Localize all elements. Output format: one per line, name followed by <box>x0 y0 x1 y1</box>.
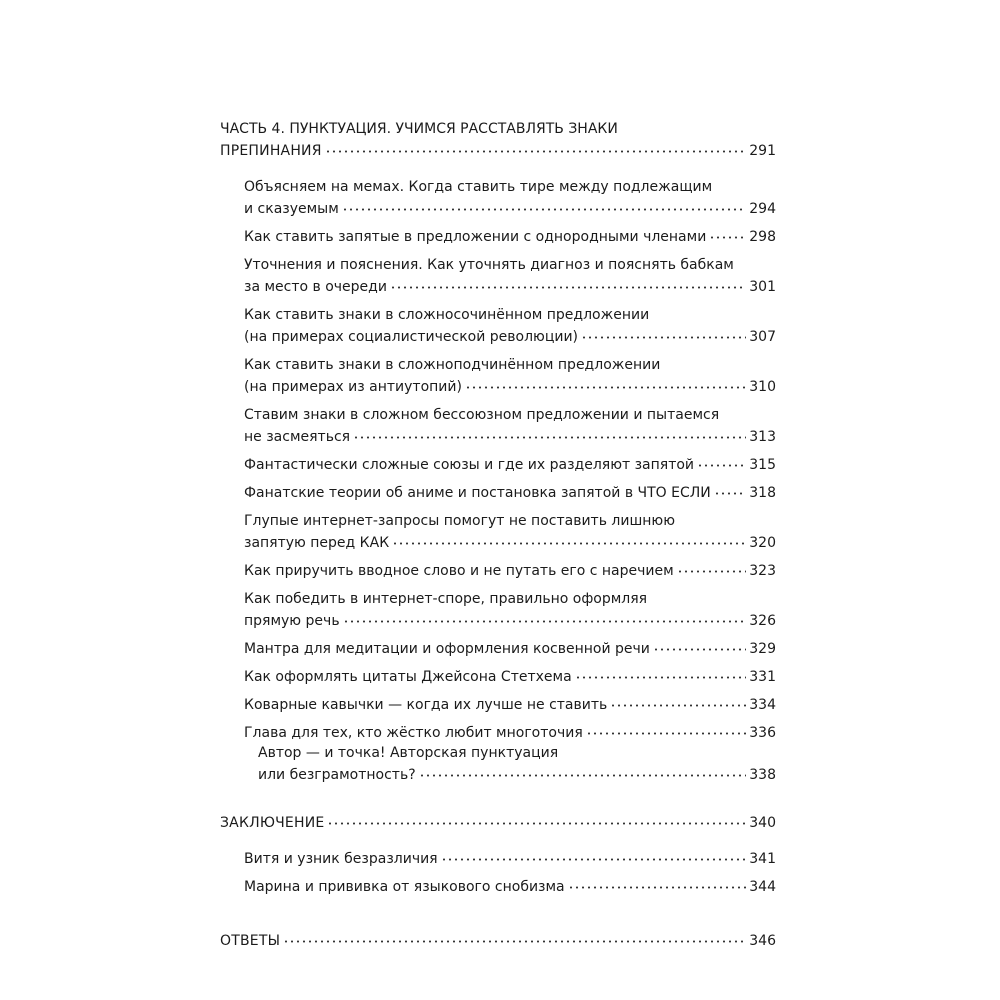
toc-entry-title-cont: и сказуемым <box>244 201 339 217</box>
toc-page-number: 344 <box>749 879 776 895</box>
toc-page-number: 346 <box>749 933 776 949</box>
toc-entry-title: Мантра для медитации и оформления косвенной речи <box>244 641 650 657</box>
toc-entry-title-cont: ПРЕПИНАНИЯ <box>220 143 322 159</box>
toc-entry-title: Как ставить запятые в предложении с однородными членами <box>244 229 707 245</box>
dot-leader <box>390 286 746 289</box>
dot-leader <box>465 386 746 389</box>
toc-entry-title: Ставим знаки в сложном бессоюзном предложении и пытаемся <box>244 407 720 423</box>
toc-entry[interactable] <box>220 254 776 298</box>
toc-page-number: 334 <box>749 697 776 713</box>
toc-page-number: 310 <box>749 379 776 395</box>
toc-page-number: 331 <box>749 669 776 685</box>
toc-page-number: 318 <box>749 485 776 501</box>
toc-entry-title: Как приручить вводное слово и не путать его с наречием <box>244 563 674 579</box>
toc-entry[interactable] <box>220 404 776 448</box>
dot-leader <box>392 542 746 545</box>
toc-page-number: 294 <box>749 201 776 217</box>
toc-entry[interactable] <box>220 560 776 582</box>
toc-entry-title: Как ставить знаки в сложноподчинённом предложении <box>244 357 661 373</box>
toc-entry[interactable] <box>220 176 776 220</box>
dot-leader <box>586 732 747 735</box>
dot-leader <box>325 150 747 153</box>
dot-leader <box>581 336 746 339</box>
toc-entry-title-cont: (на примерах из антиутопий) <box>244 379 462 395</box>
toc-entry-title: Автор — и точка! Авторская пунктуация <box>258 745 559 761</box>
toc-entry-title: Фантастически сложные союзы и где их разделяют запятой <box>244 457 695 473</box>
dot-leader <box>677 570 747 573</box>
toc-entry[interactable] <box>220 876 776 898</box>
dot-leader <box>714 492 746 495</box>
toc-entry-title-cont: запятую перед КАК <box>244 535 390 551</box>
toc-entry-title: Глупые интернет-запросы помогут не поставить лишнюю <box>244 513 675 529</box>
toc-entry-title: Марина и прививка от языкового снобизма <box>244 879 565 895</box>
toc-entry[interactable] <box>220 510 776 554</box>
toc-page-number: 341 <box>749 851 776 867</box>
toc-entry-title-cont: или безграмотность? <box>258 767 416 783</box>
dot-leader <box>327 822 746 825</box>
table-of-contents <box>220 118 776 952</box>
dot-leader <box>697 464 746 467</box>
toc-entry-part4[interactable] <box>220 118 776 162</box>
toc-page-number: 307 <box>749 329 776 345</box>
toc-entry-title: Уточнения и пояснения. Как уточнять диагноз и пояснять бабкам <box>244 257 734 273</box>
toc-entry[interactable] <box>220 666 776 688</box>
toc-entry[interactable] <box>220 588 776 632</box>
toc-entry-title: ЗАКЛЮЧЕНИЕ <box>220 815 325 831</box>
dot-leader <box>709 236 746 239</box>
toc-entry-title: Как победить в интернет-споре, правильно оформляя <box>244 591 648 607</box>
dot-leader <box>342 208 746 211</box>
toc-entry-title-cont: прямую речь <box>244 613 340 629</box>
toc-entry-title: Коварные кавычки — когда их лучше не ставить <box>244 697 608 713</box>
toc-entry-title: ЧАСТЬ 4. ПУНКТУАЦИЯ. УЧИМСЯ РАССТАВЛЯТЬ ЗНАКИ <box>220 121 618 137</box>
toc-page-number: 329 <box>749 641 776 657</box>
toc-page-number: 340 <box>749 815 776 831</box>
toc-entry-title: ОТВЕТЫ <box>220 933 281 949</box>
toc-page-number: 336 <box>749 725 776 741</box>
toc-entry[interactable] <box>220 722 776 744</box>
toc-page-number: 338 <box>749 767 776 783</box>
dot-leader <box>568 886 747 889</box>
toc-entry-title: Глава для тех, кто жёстко любит многоточия <box>244 725 583 741</box>
toc-entry-conclusion[interactable] <box>220 812 776 834</box>
toc-entry-title: Витя и узник безразличия <box>244 851 438 867</box>
toc-entry[interactable] <box>220 304 776 348</box>
dot-leader <box>353 436 746 439</box>
toc-page-number: 323 <box>749 563 776 579</box>
toc-entry[interactable] <box>220 226 776 248</box>
toc-entry-title: Как ставить знаки в сложносочинённом предложении <box>244 307 650 323</box>
toc-entry[interactable] <box>220 638 776 660</box>
toc-entry-title-cont: (на примерах социалистической революции) <box>244 329 579 345</box>
toc-entry-title-cont: не засмеяться <box>244 429 351 445</box>
toc-page-number: 298 <box>749 229 776 245</box>
dot-leader <box>653 648 746 651</box>
toc-entry-answers[interactable] <box>220 930 776 952</box>
dot-leader <box>610 704 746 707</box>
toc-page-number: 313 <box>749 429 776 445</box>
dot-leader <box>343 620 747 623</box>
toc-entry-title: Фанатские теории об аниме и постановка запятой в ЧТО ЕСЛИ <box>244 485 711 501</box>
toc-entry[interactable] <box>220 454 776 476</box>
toc-entry-title: Как оформлять цитаты Джейсона Стетхема <box>244 669 572 685</box>
dot-leader <box>419 774 747 777</box>
dot-leader <box>441 858 747 861</box>
toc-entry-title-cont: за место в очереди <box>244 279 387 295</box>
toc-page-number: 326 <box>749 613 776 629</box>
toc-page-number: 315 <box>749 457 776 473</box>
toc-entry-title: Объясняем на мемах. Когда ставить тире между подлежащим <box>244 179 713 195</box>
toc-entry[interactable] <box>220 354 776 398</box>
toc-entry[interactable] <box>220 482 776 504</box>
toc-subentry[interactable] <box>220 742 776 786</box>
toc-entry[interactable] <box>220 694 776 716</box>
toc-page-number: 291 <box>749 143 776 159</box>
toc-entry[interactable] <box>220 848 776 870</box>
toc-page-number: 320 <box>749 535 776 551</box>
toc-page-number: 301 <box>749 279 776 295</box>
dot-leader <box>283 940 746 943</box>
dot-leader <box>575 676 747 679</box>
